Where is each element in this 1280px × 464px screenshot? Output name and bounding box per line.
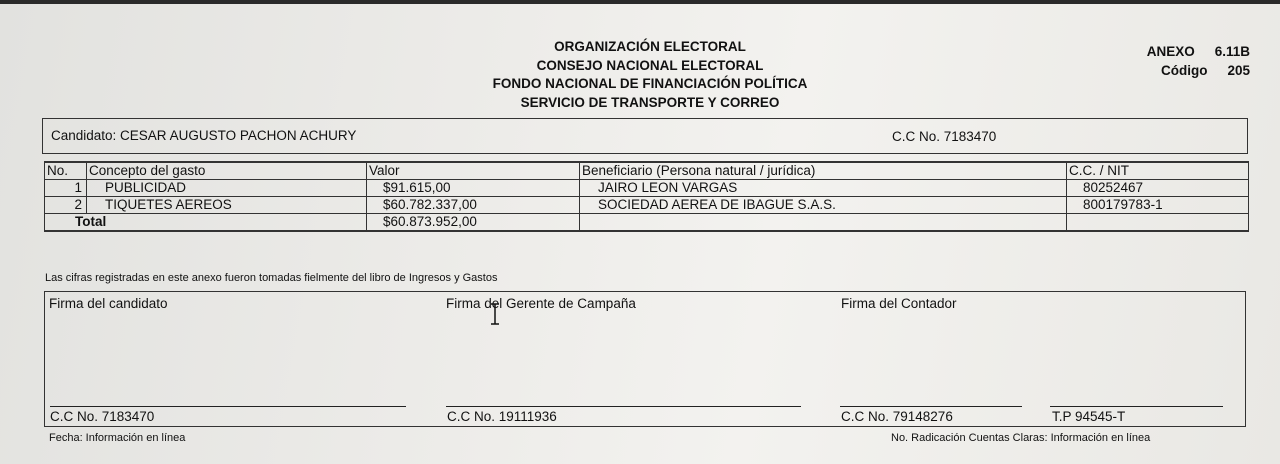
- col-valor: Valor: [367, 162, 580, 180]
- total-empty-cell: [1067, 214, 1249, 232]
- table-row: [45, 197, 1249, 214]
- accountant-tp: T.P 94545-T: [1052, 409, 1126, 424]
- table-header-row: [45, 162, 1249, 180]
- accountant-signature-label: Firma del Contador: [841, 296, 957, 311]
- header-line-1: ORGANIZACIÓN ELECTORAL: [554, 39, 746, 54]
- manager-signature-label: Firma del Gerente de Campaña: [446, 296, 636, 311]
- header-line-3: FONDO NACIONAL DE FINANCIACIÓN POLÍTICA: [492, 76, 808, 91]
- tp-signature-line: [1050, 406, 1223, 407]
- manager-signature-cc: C.C No. 19111936: [447, 409, 557, 424]
- candidate-box: [42, 118, 1248, 154]
- codigo-value: 205: [1227, 63, 1250, 78]
- expenses-table: [44, 161, 1249, 232]
- row-concepto: TIQUETES AEREOS: [87, 197, 367, 214]
- candidate-cc: C.C No. 7183470: [892, 129, 997, 144]
- row-no: 2: [45, 197, 87, 214]
- accountant-signature-cc: C.C No. 79148276: [841, 409, 953, 424]
- manager-signature-line: [446, 406, 801, 407]
- anexo-label: ANEXO: [1146, 44, 1195, 59]
- disclaimer-note: Las cifras registradas en este anexo fueron tomadas fielmente del libro de Ingresos y Gastos: [45, 272, 498, 284]
- codigo-label: Código: [1160, 63, 1208, 78]
- candidate-signature-cc: C.C No. 7183470: [50, 409, 155, 424]
- total-label: Total: [45, 214, 367, 232]
- header-line-2: CONSEJO NACIONAL ELECTORAL: [536, 57, 764, 73]
- candidate-signature-line: [50, 406, 406, 407]
- candidate-signature-label: Firma del candidato: [49, 296, 168, 311]
- row-nit: 80252467: [1067, 180, 1249, 197]
- top-border: [0, 0, 1280, 4]
- col-nit: C.C. / NIT: [1067, 162, 1249, 180]
- document-header: [440, 38, 860, 112]
- row-nit: 800179783-1: [1067, 197, 1249, 214]
- row-beneficiario: JAIRO LEON VARGAS: [580, 180, 1067, 197]
- total-empty-cell: [580, 214, 1067, 232]
- accountant-signature-line: [840, 406, 1022, 407]
- row-no: 1: [45, 180, 87, 197]
- annex-info: [1147, 42, 1250, 80]
- col-beneficiario: Beneficiario (Persona natural / jurídica): [580, 162, 1067, 180]
- row-valor: $60.782.337,00: [367, 197, 580, 214]
- footer-radicacion: No. Radicación Cuentas Claras: Información en línea: [891, 432, 1151, 444]
- total-value: $60.873.952,00: [367, 214, 580, 232]
- candidate-name: Candidato: CESAR AUGUSTO PACHON ACHURY: [51, 128, 357, 143]
- header-line-4: SERVICIO DE TRANSPORTE Y CORREO: [520, 94, 780, 110]
- row-valor: $91.615,00: [367, 180, 580, 197]
- table-row: [45, 180, 1249, 197]
- table-total-row: [45, 214, 1249, 232]
- signatures-box: [44, 291, 1246, 427]
- col-concepto: Concepto del gasto: [87, 162, 367, 180]
- col-no: No.: [45, 162, 87, 180]
- row-beneficiario: SOCIEDAD AEREA DE IBAGUE S.A.S.: [580, 197, 1067, 214]
- text-cursor-icon: [490, 303, 500, 329]
- anexo-value: 6.11B: [1214, 44, 1250, 59]
- footer-fecha: Fecha: Información en línea: [49, 432, 186, 444]
- row-concepto: PUBLICIDAD: [87, 180, 367, 197]
